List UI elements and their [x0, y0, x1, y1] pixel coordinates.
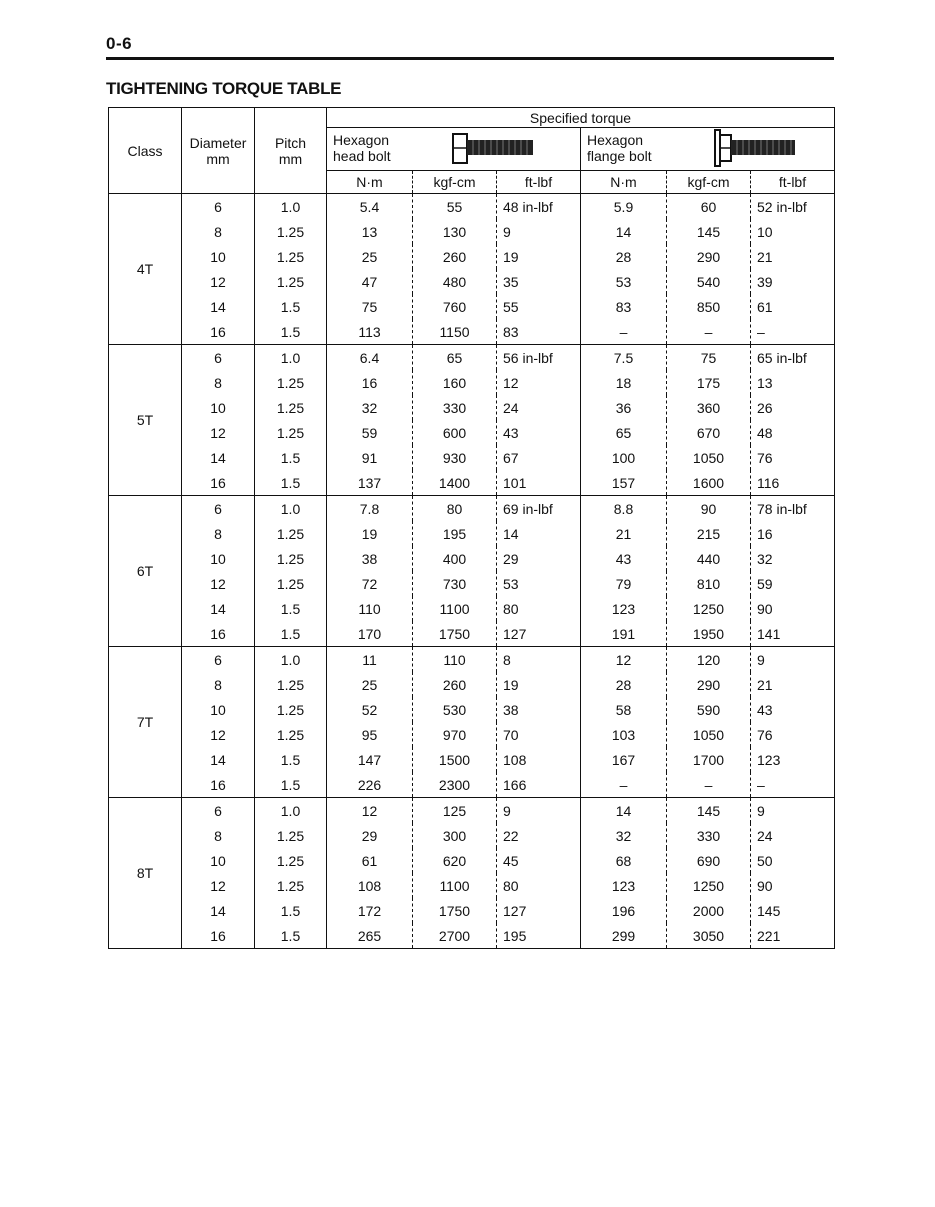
cell-flange-nm: 123 [581, 596, 667, 621]
cell-pitch: 1.25 [255, 873, 327, 898]
cell-hex-kgfcm: 480 [413, 269, 497, 294]
cell-hex-ftlbf: 56 in-lbf [497, 345, 581, 371]
cell-pitch: 1.5 [255, 445, 327, 470]
cell-hex-nm: 38 [327, 546, 413, 571]
cell-flange-kgfcm: 440 [667, 546, 751, 571]
cell-diameter: 10 [182, 546, 255, 571]
cell-flange-nm: 36 [581, 395, 667, 420]
cell-flange-kgfcm: – [667, 319, 751, 345]
cell-diameter: 12 [182, 269, 255, 294]
cell-hex-kgfcm: 1150 [413, 319, 497, 345]
cell-hex-kgfcm: 620 [413, 848, 497, 873]
cell-diameter: 6 [182, 496, 255, 522]
cell-hex-ftlbf: 8 [497, 647, 581, 673]
cell-flange-nm: 14 [581, 798, 667, 824]
cell-flange-kgfcm: 850 [667, 294, 751, 319]
cell-hex-kgfcm: 195 [413, 521, 497, 546]
cell-hex-ftlbf: 9 [497, 798, 581, 824]
cell-pitch: 1.5 [255, 747, 327, 772]
cell-flange-kgfcm: 120 [667, 647, 751, 673]
cell-pitch: 1.5 [255, 923, 327, 949]
cell-hex-kgfcm: 1100 [413, 873, 497, 898]
cell-pitch: 1.5 [255, 596, 327, 621]
cell-diameter: 12 [182, 722, 255, 747]
cell-hex-nm: 110 [327, 596, 413, 621]
cell-flange-kgfcm: 1050 [667, 445, 751, 470]
cell-pitch: 1.5 [255, 319, 327, 345]
table-row [109, 319, 835, 345]
cell-hex-ftlbf: 70 [497, 722, 581, 747]
table-row [109, 420, 835, 445]
cell-flange-kgfcm: 145 [667, 798, 751, 824]
cell-hex-kgfcm: 730 [413, 571, 497, 596]
cell-flange-ftlbf: 9 [751, 647, 835, 673]
cell-hex-kgfcm: 1500 [413, 747, 497, 772]
cell-hex-ftlbf: 55 [497, 294, 581, 319]
table-row [109, 194, 835, 220]
cell-flange-kgfcm: 1700 [667, 747, 751, 772]
cell-diameter: 14 [182, 445, 255, 470]
cell-flange-nm: 8.8 [581, 496, 667, 522]
cell-hex-nm: 32 [327, 395, 413, 420]
hex-flange-bolt-header: Hexagon flange bolt [581, 128, 835, 171]
cell-flange-ftlbf: 145 [751, 898, 835, 923]
cell-hex-ftlbf: 101 [497, 470, 581, 496]
cell-flange-kgfcm: 670 [667, 420, 751, 445]
class-header: Class [109, 108, 182, 194]
cell-hex-ftlbf: 69 in-lbf [497, 496, 581, 522]
cell-hex-ftlbf: 24 [497, 395, 581, 420]
cell-pitch: 1.25 [255, 219, 327, 244]
cell-flange-nm: 12 [581, 647, 667, 673]
cell-pitch: 1.0 [255, 798, 327, 824]
cell-hex-kgfcm: 1750 [413, 621, 497, 647]
cell-hex-nm: 52 [327, 697, 413, 722]
cell-diameter: 10 [182, 244, 255, 269]
table-row [109, 445, 835, 470]
table-row [109, 672, 835, 697]
cell-diameter: 8 [182, 219, 255, 244]
table-row [109, 470, 835, 496]
cell-flange-kgfcm: 330 [667, 823, 751, 848]
cell-pitch: 1.25 [255, 244, 327, 269]
cell-flange-nm: 100 [581, 445, 667, 470]
cell-flange-kgfcm: 1250 [667, 873, 751, 898]
cell-hex-ftlbf: 38 [497, 697, 581, 722]
cell-flange-nm: 157 [581, 470, 667, 496]
table-row [109, 772, 835, 798]
cell-diameter: 6 [182, 647, 255, 673]
cell-hex-kgfcm: 80 [413, 496, 497, 522]
table-row [109, 294, 835, 319]
cell-diameter: 16 [182, 923, 255, 949]
cell-flange-nm: 196 [581, 898, 667, 923]
cell-flange-ftlbf: 16 [751, 521, 835, 546]
cell-hex-ftlbf: 9 [497, 219, 581, 244]
table-row [109, 798, 835, 824]
cell-flange-kgfcm: 1600 [667, 470, 751, 496]
cell-hex-nm: 7.8 [327, 496, 413, 522]
cell-flange-ftlbf: 13 [751, 370, 835, 395]
cell-flange-kgfcm: 2000 [667, 898, 751, 923]
cell-hex-nm: 12 [327, 798, 413, 824]
cell-flange-kgfcm: – [667, 772, 751, 798]
torque-table [108, 107, 835, 949]
table-row [109, 571, 835, 596]
unit-header-hex-kgfcm: kgf-cm [413, 171, 497, 194]
cell-flange-nm: 167 [581, 747, 667, 772]
cell-hex-nm: 137 [327, 470, 413, 496]
cell-flange-ftlbf: 52 in-lbf [751, 194, 835, 220]
table-row [109, 848, 835, 873]
cell-hex-nm: 47 [327, 269, 413, 294]
cell-flange-kgfcm: 590 [667, 697, 751, 722]
cell-hex-nm: 265 [327, 923, 413, 949]
class-cell: 7T [109, 647, 182, 798]
cell-hex-ftlbf: 127 [497, 898, 581, 923]
table-row [109, 697, 835, 722]
cell-hex-ftlbf: 43 [497, 420, 581, 445]
cell-pitch: 1.25 [255, 722, 327, 747]
cell-diameter: 14 [182, 596, 255, 621]
cell-flange-ftlbf: – [751, 772, 835, 798]
cell-flange-nm: 43 [581, 546, 667, 571]
cell-flange-nm: 79 [581, 571, 667, 596]
cell-flange-ftlbf: 123 [751, 747, 835, 772]
cell-hex-ftlbf: 19 [497, 244, 581, 269]
cell-flange-ftlbf: 21 [751, 672, 835, 697]
cell-flange-nm: 103 [581, 722, 667, 747]
pitch-header: Pitch mm [255, 108, 327, 194]
cell-pitch: 1.25 [255, 521, 327, 546]
table-row [109, 596, 835, 621]
cell-diameter: 8 [182, 521, 255, 546]
cell-flange-ftlbf: 90 [751, 596, 835, 621]
cell-hex-nm: 91 [327, 445, 413, 470]
cell-flange-nm: 191 [581, 621, 667, 647]
cell-flange-ftlbf: 221 [751, 923, 835, 949]
cell-hex-kgfcm: 260 [413, 244, 497, 269]
cell-diameter: 12 [182, 571, 255, 596]
cell-flange-nm: 5.9 [581, 194, 667, 220]
cell-hex-ftlbf: 108 [497, 747, 581, 772]
cell-flange-kgfcm: 290 [667, 672, 751, 697]
cell-hex-nm: 147 [327, 747, 413, 772]
table-row [109, 898, 835, 923]
cell-flange-kgfcm: 360 [667, 395, 751, 420]
cell-pitch: 1.0 [255, 194, 327, 220]
cell-pitch: 1.25 [255, 395, 327, 420]
cell-diameter: 8 [182, 823, 255, 848]
table-row [109, 722, 835, 747]
table-row [109, 345, 835, 371]
cell-pitch: 1.25 [255, 697, 327, 722]
cell-hex-nm: 172 [327, 898, 413, 923]
cell-hex-nm: 25 [327, 244, 413, 269]
cell-hex-nm: 113 [327, 319, 413, 345]
cell-pitch: 1.0 [255, 345, 327, 371]
cell-hex-ftlbf: 45 [497, 848, 581, 873]
cell-flange-kgfcm: 75 [667, 345, 751, 371]
table-row [109, 219, 835, 244]
cell-pitch: 1.25 [255, 370, 327, 395]
cell-hex-ftlbf: 29 [497, 546, 581, 571]
unit-header-hex-nm: N·m [327, 171, 413, 194]
class-cell: 6T [109, 496, 182, 647]
cell-diameter: 14 [182, 294, 255, 319]
cell-flange-ftlbf: 32 [751, 546, 835, 571]
cell-flange-ftlbf: 10 [751, 219, 835, 244]
unit-header-hex-ftlbf: ft-lbf [497, 171, 581, 194]
table-row [109, 823, 835, 848]
cell-flange-kgfcm: 175 [667, 370, 751, 395]
cell-flange-kgfcm: 1950 [667, 621, 751, 647]
cell-hex-ftlbf: 67 [497, 445, 581, 470]
cell-pitch: 1.25 [255, 848, 327, 873]
cell-flange-ftlbf: 76 [751, 445, 835, 470]
cell-flange-ftlbf: 116 [751, 470, 835, 496]
cell-pitch: 1.5 [255, 772, 327, 798]
cell-hex-nm: 59 [327, 420, 413, 445]
cell-hex-kgfcm: 970 [413, 722, 497, 747]
cell-flange-nm: 68 [581, 848, 667, 873]
cell-flange-kgfcm: 90 [667, 496, 751, 522]
cell-flange-ftlbf: – [751, 319, 835, 345]
cell-pitch: 1.5 [255, 898, 327, 923]
cell-diameter: 16 [182, 772, 255, 798]
cell-flange-kgfcm: 540 [667, 269, 751, 294]
cell-hex-kgfcm: 600 [413, 420, 497, 445]
cell-hex-kgfcm: 130 [413, 219, 497, 244]
cell-flange-ftlbf: 39 [751, 269, 835, 294]
cell-diameter: 8 [182, 370, 255, 395]
cell-hex-kgfcm: 400 [413, 546, 497, 571]
cell-flange-ftlbf: 26 [751, 395, 835, 420]
cell-hex-nm: 19 [327, 521, 413, 546]
cell-flange-nm: 28 [581, 244, 667, 269]
header-rule [106, 57, 834, 60]
cell-flange-kgfcm: 1050 [667, 722, 751, 747]
cell-diameter: 6 [182, 194, 255, 220]
cell-hex-ftlbf: 12 [497, 370, 581, 395]
cell-hex-nm: 5.4 [327, 194, 413, 220]
cell-hex-ftlbf: 48 in-lbf [497, 194, 581, 220]
cell-diameter: 16 [182, 621, 255, 647]
cell-flange-ftlbf: 65 in-lbf [751, 345, 835, 371]
table-row [109, 747, 835, 772]
table-row [109, 621, 835, 647]
table-row [109, 546, 835, 571]
cell-flange-ftlbf: 59 [751, 571, 835, 596]
cell-hex-kgfcm: 930 [413, 445, 497, 470]
cell-hex-nm: 6.4 [327, 345, 413, 371]
unit-header-flange-ftlbf: ft-lbf [751, 171, 835, 194]
cell-hex-ftlbf: 22 [497, 823, 581, 848]
hex-head-bolt-icon [451, 133, 537, 165]
cell-pitch: 1.5 [255, 621, 327, 647]
cell-flange-nm: 83 [581, 294, 667, 319]
cell-diameter: 10 [182, 395, 255, 420]
cell-hex-nm: 13 [327, 219, 413, 244]
cell-hex-nm: 108 [327, 873, 413, 898]
cell-hex-nm: 72 [327, 571, 413, 596]
cell-flange-nm: 32 [581, 823, 667, 848]
class-cell: 8T [109, 798, 182, 949]
cell-hex-ftlbf: 83 [497, 319, 581, 345]
cell-flange-nm: 58 [581, 697, 667, 722]
cell-flange-nm: 7.5 [581, 345, 667, 371]
cell-hex-ftlbf: 195 [497, 923, 581, 949]
cell-pitch: 1.5 [255, 470, 327, 496]
cell-hex-ftlbf: 127 [497, 621, 581, 647]
cell-pitch: 1.0 [255, 496, 327, 522]
cell-hex-ftlbf: 35 [497, 269, 581, 294]
cell-flange-ftlbf: 141 [751, 621, 835, 647]
cell-diameter: 6 [182, 345, 255, 371]
cell-hex-nm: 95 [327, 722, 413, 747]
cell-flange-nm: – [581, 772, 667, 798]
cell-flange-ftlbf: 9 [751, 798, 835, 824]
cell-flange-nm: 21 [581, 521, 667, 546]
cell-flange-kgfcm: 690 [667, 848, 751, 873]
cell-flange-kgfcm: 290 [667, 244, 751, 269]
cell-flange-kgfcm: 1250 [667, 596, 751, 621]
cell-flange-kgfcm: 145 [667, 219, 751, 244]
cell-flange-nm: 53 [581, 269, 667, 294]
unit-header-flange-nm: N·m [581, 171, 667, 194]
cell-hex-ftlbf: 19 [497, 672, 581, 697]
cell-hex-kgfcm: 55 [413, 194, 497, 220]
cell-diameter: 12 [182, 420, 255, 445]
cell-pitch: 1.25 [255, 546, 327, 571]
cell-hex-nm: 25 [327, 672, 413, 697]
cell-pitch: 1.25 [255, 823, 327, 848]
cell-hex-ftlbf: 80 [497, 873, 581, 898]
cell-flange-ftlbf: 61 [751, 294, 835, 319]
cell-diameter: 8 [182, 672, 255, 697]
cell-pitch: 1.25 [255, 420, 327, 445]
diameter-header: Diameter mm [182, 108, 255, 194]
cell-hex-kgfcm: 1400 [413, 470, 497, 496]
cell-hex-kgfcm: 65 [413, 345, 497, 371]
cell-hex-nm: 11 [327, 647, 413, 673]
cell-diameter: 12 [182, 873, 255, 898]
page-number: 0-6 [106, 34, 133, 53]
cell-hex-ftlbf: 14 [497, 521, 581, 546]
cell-hex-kgfcm: 760 [413, 294, 497, 319]
cell-hex-kgfcm: 160 [413, 370, 497, 395]
cell-pitch: 1.25 [255, 672, 327, 697]
cell-hex-kgfcm: 530 [413, 697, 497, 722]
cell-diameter: 14 [182, 747, 255, 772]
cell-hex-kgfcm: 330 [413, 395, 497, 420]
class-cell: 5T [109, 345, 182, 496]
cell-flange-kgfcm: 215 [667, 521, 751, 546]
cell-hex-ftlbf: 80 [497, 596, 581, 621]
cell-hex-kgfcm: 110 [413, 647, 497, 673]
cell-hex-nm: 16 [327, 370, 413, 395]
cell-flange-kgfcm: 60 [667, 194, 751, 220]
cell-hex-kgfcm: 2700 [413, 923, 497, 949]
cell-flange-ftlbf: 24 [751, 823, 835, 848]
cell-hex-nm: 61 [327, 848, 413, 873]
cell-hex-ftlbf: 166 [497, 772, 581, 798]
table-row [109, 269, 835, 294]
table-row [109, 521, 835, 546]
table-row [109, 395, 835, 420]
table-row [109, 370, 835, 395]
hex-flange-bolt-icon [713, 129, 799, 167]
cell-flange-nm: 299 [581, 923, 667, 949]
hex-head-bolt-header: Hexagon head bolt [327, 128, 581, 171]
class-cell: 4T [109, 194, 182, 345]
table-row [109, 873, 835, 898]
cell-hex-kgfcm: 1100 [413, 596, 497, 621]
cell-flange-ftlbf: 78 in-lbf [751, 496, 835, 522]
cell-flange-ftlbf: 48 [751, 420, 835, 445]
table-row [109, 923, 835, 949]
cell-hex-kgfcm: 2300 [413, 772, 497, 798]
cell-pitch: 1.0 [255, 647, 327, 673]
unit-header-flange-kgfcm: kgf-cm [667, 171, 751, 194]
cell-flange-nm: – [581, 319, 667, 345]
cell-hex-nm: 29 [327, 823, 413, 848]
cell-flange-ftlbf: 43 [751, 697, 835, 722]
table-row [109, 244, 835, 269]
cell-flange-kgfcm: 3050 [667, 923, 751, 949]
cell-flange-ftlbf: 76 [751, 722, 835, 747]
cell-flange-ftlbf: 90 [751, 873, 835, 898]
cell-hex-kgfcm: 300 [413, 823, 497, 848]
cell-flange-kgfcm: 810 [667, 571, 751, 596]
cell-hex-kgfcm: 1750 [413, 898, 497, 923]
cell-flange-nm: 65 [581, 420, 667, 445]
cell-flange-ftlbf: 50 [751, 848, 835, 873]
cell-diameter: 16 [182, 470, 255, 496]
cell-pitch: 1.25 [255, 571, 327, 596]
cell-pitch: 1.25 [255, 269, 327, 294]
torque-table-body [109, 194, 835, 949]
cell-diameter: 10 [182, 848, 255, 873]
cell-hex-nm: 170 [327, 621, 413, 647]
cell-diameter: 14 [182, 898, 255, 923]
table-row [109, 647, 835, 673]
cell-flange-nm: 28 [581, 672, 667, 697]
cell-hex-kgfcm: 260 [413, 672, 497, 697]
cell-flange-nm: 18 [581, 370, 667, 395]
cell-diameter: 10 [182, 697, 255, 722]
cell-pitch: 1.5 [255, 294, 327, 319]
cell-flange-nm: 14 [581, 219, 667, 244]
cell-hex-ftlbf: 53 [497, 571, 581, 596]
cell-diameter: 16 [182, 319, 255, 345]
cell-hex-nm: 75 [327, 294, 413, 319]
specified-torque-header: Specified torque [327, 108, 835, 128]
page-title: TIGHTENING TORQUE TABLE [106, 79, 342, 98]
table-row [109, 496, 835, 522]
cell-hex-nm: 226 [327, 772, 413, 798]
cell-diameter: 6 [182, 798, 255, 824]
cell-hex-kgfcm: 125 [413, 798, 497, 824]
cell-flange-ftlbf: 21 [751, 244, 835, 269]
cell-flange-nm: 123 [581, 873, 667, 898]
